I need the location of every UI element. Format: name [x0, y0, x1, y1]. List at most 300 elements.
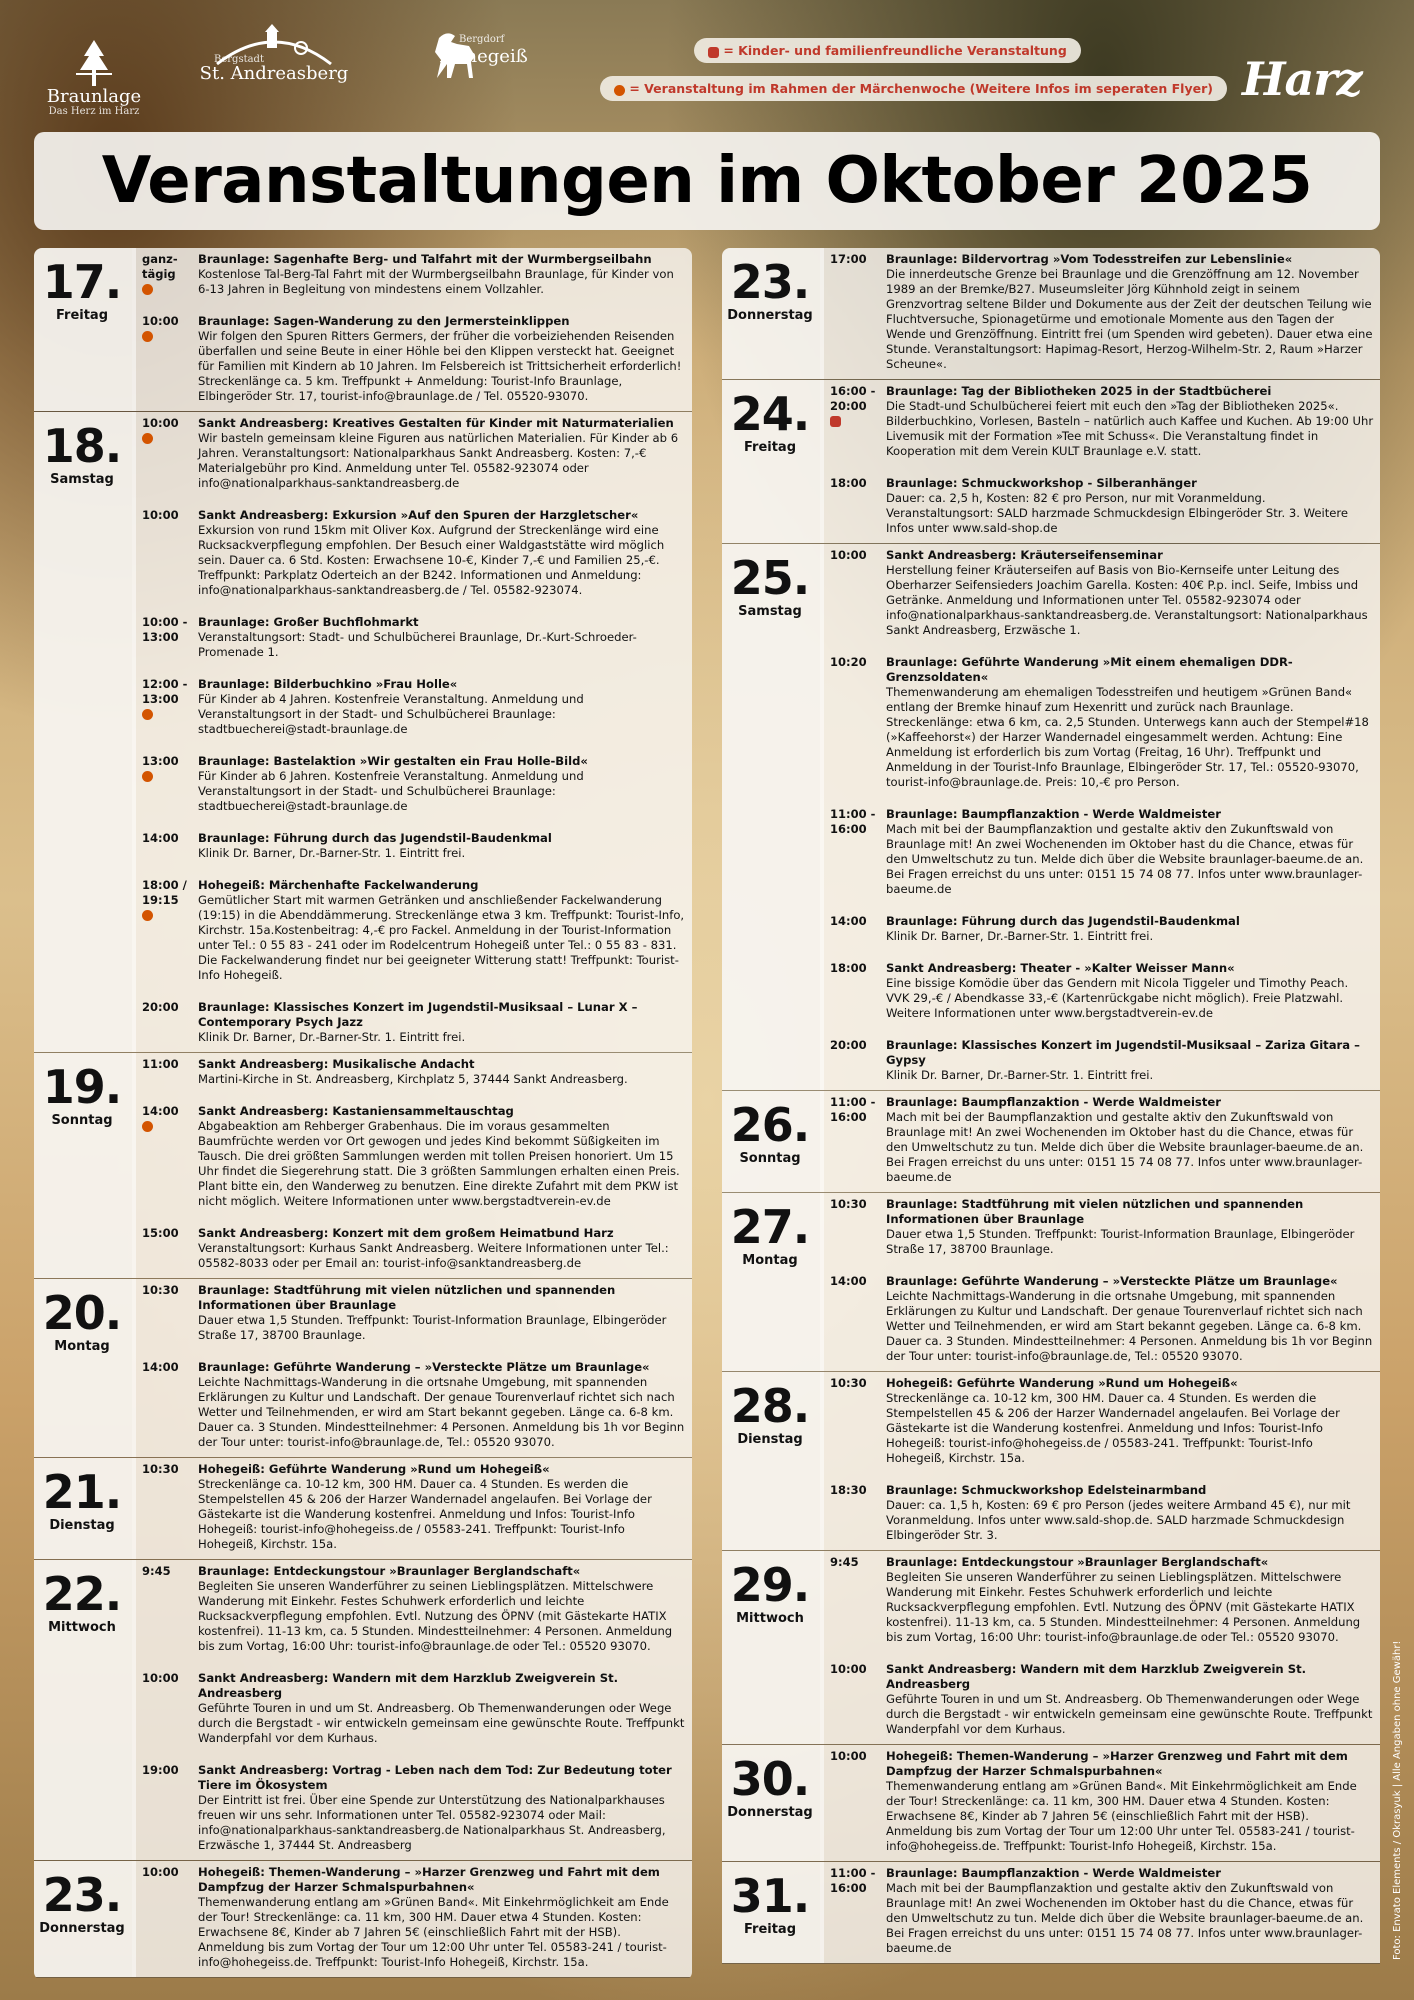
- event-list: [820, 1372, 1380, 1550]
- event-body: [198, 615, 686, 660]
- event-body: [886, 1866, 1374, 1956]
- event-title: Hohegeiß: Themen-Wanderung – »Harzer Grenzweg und Fahrt mit dem Dampfzug der Harzer Schmalspurbahnen«: [198, 1865, 660, 1894]
- event-body: [198, 416, 686, 491]
- day-cell: [34, 1053, 132, 1278]
- event-time: [824, 476, 886, 536]
- day-number: 26.: [730, 1098, 810, 1152]
- event-description: Eine bissige Komödie über das Gendern mit Nicola Tiggeler und Timothy Peach. VVK 29,-€ / Abendkasse 33,-€ (Kartenrückgabe nicht möglich). Freie Platzwahl. Weitere Informationen unter www.bergstadtverein-ev.de: [886, 976, 1349, 1020]
- harz-logo[interactable]: Harz: [1242, 52, 1362, 106]
- event-item[interactable]: [136, 1104, 692, 1209]
- event-time-text: 11:00 - 16:00: [830, 1095, 876, 1124]
- event-description: Die innerdeutsche Grenze bei Braunlage und die Grenzöffnung am 12. November 1989 an der Bremke/B27. Museumsleiter Jörg Kühnhold zeigt in seinem Grenzvortrag seltene Bilder und Dokumente aus der Zeit der deutschen Teilung wie Fluchtversuche, Spionagetürme und emotionale Momente aus den Tagen der Wende und Grenzöffnung. Eintritt frei (um Spenden wird gebeten). Dauer etwa eine Stunde. Veranstaltungsort: Hapimag-Resort, Herzog-Wilhelm-Str. 2, Raum »Harzer Scheune«.: [886, 267, 1373, 371]
- event-body: [886, 1038, 1374, 1083]
- event-title: Braunlage: Bildervortrag »Vom Todesstreifen zur Lebenslinie«: [886, 252, 1293, 266]
- event-time: [136, 1360, 198, 1450]
- event-description: Herstellung feiner Kräuterseifen auf Basis von Bio-Kernseife unter Leitung des Oberharzer Seifensieders Joachim Garella. Kosten: 40€ P.p. incl. Seife, Imbiss und Getränke. Anmeldung und Informationen unter Tel. 05582-923074 oder info@nationalparkhaus-sanktandreasberg.de. Veranstaltungsort: Nationalparkhaus Sankt Andreasberg, Erzwäsche 1.: [886, 563, 1368, 637]
- day-block: [722, 1372, 1380, 1551]
- day-cell: [34, 248, 132, 411]
- event-time: [824, 252, 886, 372]
- event-time-text: 10:00: [142, 1865, 179, 1879]
- event-description: Klinik Dr. Barner, Dr.-Barner-Str. 1. Eintritt frei.: [198, 846, 466, 860]
- event-list: [132, 1458, 692, 1559]
- event-list: [820, 1551, 1380, 1744]
- event-item[interactable]: [136, 1057, 692, 1087]
- event-time: [136, 677, 198, 737]
- event-title: Hohegeiß: Geführte Wanderung »Rund um Hohegeiß«: [886, 1376, 1238, 1390]
- event-time: [136, 252, 198, 297]
- event-body: [886, 1197, 1374, 1257]
- event-time: [136, 1057, 198, 1087]
- event-time: [824, 1749, 886, 1854]
- event-title: Braunlage: Baumpflanzaktion - Werde Waldmeister: [886, 1866, 1221, 1880]
- event-time-text: 10:20: [830, 655, 867, 669]
- event-title: Braunlage: Geführte Wanderung – »Versteckte Plätze um Braunlage«: [198, 1360, 650, 1374]
- event-title: Sankt Andreasberg: Kastaniensammeltauschtag: [198, 1104, 514, 1118]
- day-cell: [722, 1091, 820, 1192]
- event-description: Wir basteln gemeinsam kleine Figuren aus natürlichen Materialien. Für Kinder ab 6 Jahren. Veranstaltungsort: Nationalparkhaus Sankt Andreasberg. Kosten: 7,-€ Materialgebühr pro Kind. Anmeldung unter Tel. 05582-923074 oder info@nationalparkhaus-sanktandreasberg.de: [198, 431, 679, 490]
- event-description: Veranstaltungsort: Stadt- und Schulbücherei Braunlage, Dr.-Kurt-Schroeder-Promenade 1.: [198, 630, 637, 659]
- event-time-text: 14:00: [830, 914, 867, 928]
- event-title: Braunlage: Entdeckungstour »Braunlager Berglandschaft«: [198, 1564, 581, 1578]
- event-title: Sankt Andreasberg: Wandern mit dem Harzklub Zweigverein St. Andreasberg: [198, 1671, 619, 1700]
- event-body: [886, 1095, 1374, 1185]
- event-body: [198, 1000, 686, 1045]
- event-body: [886, 1749, 1374, 1854]
- event-item[interactable]: [824, 384, 1380, 459]
- day-name: Mittwoch: [48, 1620, 116, 1635]
- event-time: [136, 754, 198, 814]
- event-item[interactable]: [136, 1283, 692, 1343]
- event-time: [824, 1483, 886, 1543]
- day-number: 19.: [42, 1060, 122, 1114]
- event-item[interactable]: [824, 807, 1380, 897]
- day-block: [34, 412, 692, 1053]
- event-time: [136, 831, 198, 861]
- event-description: Abgabeaktion am Rehberger Grabenhaus. Die im voraus gesammelten Baumfrüchte werden vor Ort gewogen und jedes Kind bekommt Süßigkeiten im Tausch. Die drei größten Sammlungen werden mit tollen Preisen honoriert. Um 15 Uhr findet die Siegerehrung statt. Die 3 größten Sammlungen erhalten einen Preis. Plant bitte ein, den Wanderweg zu benutzen. Eine direkte Zufahrt mit dem PKW ist nicht möglich. Weitere Informationen unter www.bergstadtverein-ev.de: [198, 1119, 680, 1208]
- event-body: [198, 1671, 686, 1746]
- event-time: [136, 1226, 198, 1271]
- day-block: [722, 1745, 1380, 1862]
- day-cell: [722, 544, 820, 1090]
- event-item[interactable]: [824, 914, 1380, 944]
- event-item[interactable]: [136, 1763, 692, 1853]
- event-time: [824, 1095, 886, 1185]
- event-body: [886, 548, 1374, 638]
- event-list: [820, 1193, 1380, 1371]
- day-number: 28.: [730, 1379, 810, 1433]
- event-item[interactable]: [824, 1274, 1380, 1364]
- event-time: [824, 961, 886, 1021]
- event-time: [824, 807, 886, 897]
- event-item[interactable]: [824, 655, 1380, 790]
- pumpkin-icon: [142, 284, 153, 295]
- event-item[interactable]: [824, 548, 1380, 638]
- event-description: Streckenlänge ca. 10-12 km, 300 HM. Dauer ca. 4 Stunden. Es werden die Stempelstellen 45 & 206 der Harzer Wandernadel angelaufen. Bei Vorlage der Gästekarte ist die Wanderung kostenfrei. Anmeldung und Infos: Tourist-Info Hohegeiß: tourist-info@hohegeiss.de / 05583-241. Treffpunkt: Tourist-Info Hohegeiß, Kirchstr. 15a.: [886, 1391, 1340, 1465]
- event-body: [198, 1865, 686, 1970]
- event-item[interactable]: [824, 1749, 1380, 1854]
- event-item[interactable]: [136, 252, 692, 297]
- event-description: Für Kinder ab 6 Jahren. Kostenfreie Veranstaltung. Anmeldung und Veranstaltungsort in der Stadt- und Schulbücherei Braunlage: stadtbuecherei@stadt-braunlage.de: [198, 769, 584, 813]
- event-title: Braunlage: Tag der Bibliotheken 2025 in der Stadtbücherei: [886, 384, 1272, 398]
- hohegeiss-logo[interactable]: Bergdorf Hohegeiß: [395, 30, 515, 80]
- day-number: 22.: [42, 1567, 122, 1621]
- event-description: Klinik Dr. Barner, Dr.-Barner-Str. 1. Eintritt frei.: [886, 929, 1154, 943]
- event-title: Sankt Andreasberg: Theater - »Kalter Weisser Mann«: [886, 961, 1235, 975]
- event-time: [136, 314, 198, 404]
- event-list: [132, 1861, 692, 1977]
- event-item[interactable]: [824, 961, 1380, 1021]
- pumpkin-icon: [142, 1121, 153, 1132]
- event-title: Braunlage: Sagenhafte Berg- und Talfahrt mit der Wurmbergseilbahn: [198, 252, 652, 266]
- event-body: [886, 1376, 1374, 1466]
- day-number: 27.: [730, 1200, 810, 1254]
- event-title: Braunlage: Stadtführung mit vielen nützlichen und spannenden Informationen über Braunlage: [198, 1283, 616, 1312]
- event-description: Themenwanderung entlang am »Grünen Band«. Mit Einkehrmöglichkeit am Ende der Tour! Streckenlänge: ca. 11 km, 300 HM. Dauer etwa 4 Stunden. Kosten: Erwachsene 8€, Kinder ab 7 Jahren 5€ (einschließlich Fahrt mit der HSB). Anmeldung bis zum Vortag der Tour um 12:00 Uhr unter Tel. 05583-241 / tourist-info@hohegeiss.de. Treffpunkt: Tourist-Info Hohegeiß, Kirchstr. 15a.: [886, 1779, 1357, 1853]
- event-time: [136, 615, 198, 660]
- event-body: [198, 1564, 686, 1654]
- event-title: Sankt Andreasberg: Kräuterseifenseminar: [886, 548, 1163, 562]
- event-body: [886, 252, 1374, 372]
- event-body: [198, 1763, 686, 1853]
- event-time: [824, 1376, 886, 1466]
- event-list: [820, 544, 1380, 1090]
- event-time: [136, 1564, 198, 1654]
- day-name: Donnerstag: [727, 1805, 813, 1820]
- event-list: [132, 412, 692, 1052]
- day-block: [34, 1458, 692, 1560]
- day-name: Sonntag: [51, 1113, 113, 1128]
- pumpkin-icon: [142, 709, 153, 720]
- event-description: Gemütlicher Start mit warmen Getränken und anschließender Fackelwanderung (19:15) in die Abenddämmerung. Streckenlänge etwa 3 km. Treffpunkt: Tourist-Info, Kirchstr. 15a.Kostenbeitrag: 4,-€ pro Fackel. Anmeldung in der Tourist-Information unter Tel.: 0 55 83 - 241 oder im Rodelcentrum Hohegeiß unter Tel.: 0 55 83 - 831. Die Fackelwanderung findet nur bei geeigneter Witterung statt! Treffpunkt: Tourist-Info Hohegeiß.: [198, 893, 685, 982]
- event-description: Geführte Touren in und um St. Andreasberg. Ob Themenwanderungen oder Wege durch die Bergstadt - wir entwickeln gemeinsam eine gewünschte Route. Treffpunkt Wanderpfahl vor dem Kurhaus.: [198, 1701, 685, 1745]
- event-item[interactable]: [136, 1226, 692, 1271]
- event-title: Braunlage: Klassisches Konzert im Jugendstil-Musiksaal – Zariza Gitara – Gypsy: [886, 1038, 1360, 1067]
- event-time-text: 16:00 - 20:00: [830, 384, 876, 413]
- event-time-text: 20:00: [830, 1038, 867, 1052]
- day-cell: [34, 1458, 132, 1559]
- event-title: Braunlage: Geführte Wanderung »Mit einem ehemaligen DDR-Grenzsoldaten«: [886, 655, 1293, 684]
- event-time-text: 10:30: [830, 1376, 867, 1390]
- day-block: [34, 248, 692, 412]
- event-title: Braunlage: Bastelaktion »Wir gestalten ein Frau Holle-Bild«: [198, 754, 588, 768]
- event-time: [136, 1462, 198, 1552]
- event-item[interactable]: [824, 1483, 1380, 1543]
- day-block: [722, 1551, 1380, 1745]
- day-name: Donnerstag: [727, 308, 813, 323]
- day-number: 25.: [730, 551, 810, 605]
- event-body: [886, 1483, 1374, 1543]
- event-time-text: 18:00: [830, 961, 867, 975]
- day-number: 30.: [730, 1752, 810, 1806]
- event-title: Braunlage: Klassisches Konzert im Jugendstil-Musiksaal – Lunar X – Contemporary Psych Jazz: [198, 1000, 638, 1029]
- event-title: Sankt Andreasberg: Konzert mit dem großem Heimatbund Harz: [198, 1226, 614, 1240]
- event-time-text: 18:00 / 19:15: [142, 878, 187, 907]
- pumpkin-icon: [142, 433, 153, 444]
- event-time-text: 14:00: [142, 1104, 179, 1118]
- event-item[interactable]: [136, 677, 692, 737]
- event-item[interactable]: [824, 1038, 1380, 1083]
- event-description: Mach mit bei der Baumpflanzaktion und gestalte aktiv den Zukunftswald von Braunlage mit! An zwei Wochenenden im Oktober hast du die Chance, etwas für den Umweltschutz zu tun. Melde dich über die Website braunlager-baeume.de an. Bei Fragen erreichst du uns unter: 0151 15 74 08 77. Infos unter www.braunlager-baeume.de: [886, 822, 1364, 896]
- event-time: [824, 1038, 886, 1083]
- day-number: 29.: [730, 1558, 810, 1612]
- event-time-text: 10:00: [142, 416, 179, 430]
- event-time-text: 17:00: [830, 252, 867, 266]
- event-body: [886, 384, 1374, 459]
- event-description: Leichte Nachmittags-Wanderung in die ortsnahe Umgebung, mit spannenden Erklärungen zu Kultur und Landschaft. Der genaue Tourenverlauf richtet sich nach Wetter und Teilnehmenden, er wird am Start bekannt gegeben. Länge ca. 6-8 km. Dauer ca. 3 Stunden. Mindestteilnehmer: 4 Personen. Anmeldung bis 1h vor Beginn der Tour unter: tourist-info@braunlage.de, Tel.: 05520 93070.: [198, 1375, 685, 1449]
- event-body: [198, 1104, 686, 1209]
- day-block: [722, 544, 1380, 1091]
- day-number: 24.: [730, 387, 810, 441]
- event-list: [132, 1560, 692, 1860]
- event-item[interactable]: [136, 1360, 692, 1450]
- event-time-text: 11:00 - 16:00: [830, 807, 876, 836]
- event-item[interactable]: [824, 252, 1380, 372]
- event-description: Mach mit bei der Baumpflanzaktion und gestalte aktiv den Zukunftswald von Braunlage mit! An zwei Wochenenden im Oktober hast du die Chance, etwas für den Umweltschutz zu tun. Melde dich über die Website braunlager-baeume.de an. Bei Fragen erreichst du uns unter: 0151 15 74 08 77. Infos unter www.braunlager-baeume.de: [886, 1881, 1364, 1955]
- day-cell: [722, 1193, 820, 1371]
- event-time-text: 10:00: [142, 314, 179, 328]
- event-description: Dauer: ca. 1,5 h, Kosten: 69 € pro Person (jedes weitere Armband 45 €), nur mit Voranmeldung. Infos unter www.sald-shop.de. SALD harzmade Schmuckdesign Elbingeröder Str. 3.: [886, 1498, 1351, 1542]
- event-body: [886, 1274, 1374, 1364]
- event-item[interactable]: [136, 1462, 692, 1552]
- event-time-text: 18:30: [830, 1483, 867, 1497]
- event-title: Braunlage: Sagen-Wanderung zu den Jermersteinklippen: [198, 314, 570, 328]
- event-item[interactable]: [824, 1095, 1380, 1185]
- event-time-text: 11:00: [142, 1057, 179, 1071]
- event-time: [824, 548, 886, 638]
- event-time: [136, 508, 198, 598]
- day-number: 17.: [42, 255, 122, 309]
- event-time-text: 10:00: [830, 548, 867, 562]
- event-time: [824, 914, 886, 944]
- event-time-text: ganz- tägig: [142, 252, 178, 281]
- event-time-text: 19:00: [142, 1763, 179, 1777]
- day-name: Freitag: [743, 1922, 797, 1937]
- event-body: [198, 1360, 686, 1450]
- event-item[interactable]: [136, 831, 692, 861]
- day-number: 23.: [730, 255, 810, 309]
- day-name: Montag: [742, 1253, 798, 1268]
- event-description: Die Stadt-und Schulbücherei feiert mit euch den »Tag der Bibliotheken 2025«. Bilderbuchkino, Vorlesen, Basteln – natürlich auch Kaffee und Kuchen. Ab 19:00 Uhr Livemusik mit der Formation »Tee mit Schuss«. Die Veranstaltung findet in Kooperation mit dem Verein KULT Braunlage e.V. statt.: [886, 399, 1374, 458]
- pumpkin-icon: [614, 85, 625, 96]
- event-body: [198, 1226, 686, 1271]
- event-time-text: 14:00: [830, 1274, 867, 1288]
- event-description: Begleiten Sie unseren Wanderführer zu seinen Lieblingsplätzen. Mittelschwere Wanderung mit Einkehr. Festes Schuhwerk erforderlich und leichte Rucksackverpflegung empfohlen. Evtl. Nutzung des ÖPNV (mit Gästekarte HATIX kostenfrei). 11-13 km, ca. 5 Stunden. Mindestteilnehmer: 4 Personen. Anmeldung bis zum Vortag, 16:00 Uhr: tourist-info@braunlage.de oder Tel.: 05520 93070.: [886, 1570, 1361, 1644]
- photo-credit: Foto: Envato Elements / Okrasyuk | Alle Angaben ohne Gewähr!: [1392, 1640, 1403, 1960]
- event-time-text: 10:30: [142, 1462, 179, 1476]
- event-title: Hohegeiß: Märchenhafte Fackelwanderung: [198, 878, 479, 892]
- event-title: Braunlage: Baumpflanzaktion - Werde Waldmeister: [886, 1095, 1221, 1109]
- event-description: Veranstaltungsort: Kurhaus Sankt Andreasberg. Weitere Informationen unter Tel.: 05582-8033 oder per Email an: tourist-info@sanktandreasberg.de: [198, 1241, 669, 1270]
- page-title: Veranstaltungen im Oktober 2025: [101, 144, 1313, 218]
- event-description: Themenwanderung am ehemaligen Todesstreifen und heutigem »Grünen Band« entlang der Bremke hinauf zum Hexenritt und zurück nach Braunlage. Streckenlänge: etwa 6 km, ca. 2,5 Stunden. Unterwegs kann auch der Stempel#18 (»Kaffeehorst«) der Harzer Wandernadel eingesammelt werden. Achtung: Eine Anmeldung ist erforderlich bis zum Vortag (Freitag, 16 Uhr). Treffpunkt und Anmeldung in der Tourist-Info Braunlage, Elbingeröder Str. 17, Tel.: 05520-93070, tourist-info@braunlage.de. Preis: 10,-€ pro Person.: [886, 685, 1369, 789]
- day-cell: [722, 380, 820, 543]
- event-time-text: 10:00: [830, 1662, 867, 1676]
- event-description: Kostenlose Tal-Berg-Tal Fahrt mit der Wurmbergseilbahn Braunlage, für Kinder von 6-13 Jahren in Begleitung von mindestens einem Vollzahler.: [198, 267, 674, 296]
- event-description: Streckenlänge ca. 10-12 km, 300 HM. Dauer ca. 4 Stunden. Es werden die Stempelstellen 45 & 206 der Harzer Wandernadel angelaufen. Bei Vorlage der Gästekarte ist die Wanderung kostenfrei. Anmeldung und Infos: Tourist-Info Hohegeiß: tourist-info@hohegeiss.de / 05583-241. Treffpunkt: Tourist-Info Hohegeiß, Kirchstr. 15a.: [198, 1477, 652, 1551]
- event-title: Braunlage: Geführte Wanderung – »Versteckte Plätze um Braunlage«: [886, 1274, 1338, 1288]
- standreasberg-logo[interactable]: Bergstadt St. Andreasberg: [194, 24, 354, 83]
- event-title: Sankt Andreasberg: Vortrag - Leben nach dem Tod: Zur Bedeutung toter Tiere im Ökosystem: [198, 1763, 672, 1792]
- event-list: [820, 1091, 1380, 1192]
- event-description: Dauer: ca. 2,5 h, Kosten: 82 € pro Person, nur mit Voranmeldung. Veranstaltungsort: SALD harzmade Schmuckdesign Elbingeröder Str. 3. Weitere Infos unter www.sald-shop.de: [886, 491, 1349, 535]
- event-time-text: 10:30: [830, 1197, 867, 1211]
- event-time: [136, 1283, 198, 1343]
- event-body: [886, 1555, 1374, 1645]
- day-cell: [34, 1861, 132, 1977]
- tree-icon: [74, 38, 114, 88]
- event-body: [198, 314, 686, 404]
- event-title: Sankt Andreasberg: Wandern mit dem Harzklub Zweigverein St. Andreasberg: [886, 1662, 1307, 1691]
- event-body: [886, 476, 1374, 536]
- event-description: Wir folgen den Spuren Ritters Germers, der früher die vorbeiziehenden Reisenden überfallen und seine Beute in einer Höhle bei den Klippen versteckt hat. Geeignet für Familien mit Kindern ab 10 Jahren. Im Felsbereich ist Trittsicherheit erforderlich! Streckenlänge ca. 5 km. Treffpunkt + Anmeldung: Tourist-Info Braunlage, Elbingeröder Str. 17, tourist-info@braunlage.de / Tel. 05520-93070.: [198, 329, 682, 403]
- event-list: [820, 248, 1380, 379]
- day-block: [34, 1861, 692, 1978]
- title-banner: [34, 132, 1380, 230]
- event-description: Dauer etwa 1,5 Stunden. Treffpunkt: Tourist-Information Braunlage, Elbingeröder Straße 17, 38700 Braunlage.: [886, 1227, 1355, 1256]
- event-item[interactable]: [136, 615, 692, 660]
- day-name: Mittwoch: [736, 1611, 804, 1626]
- event-item[interactable]: [136, 314, 692, 404]
- event-title: Braunlage: Führung durch das Jugendstil-Baudenkmal: [886, 914, 1240, 928]
- event-item[interactable]: [824, 476, 1380, 536]
- event-time: [136, 1000, 198, 1045]
- event-list: [820, 1745, 1380, 1861]
- event-time-text: 13:00: [142, 754, 179, 768]
- day-cell: [722, 1862, 820, 1963]
- day-cell: [722, 1372, 820, 1550]
- event-body: [198, 1462, 686, 1552]
- day-cell: [722, 1551, 820, 1744]
- event-description: Leichte Nachmittags-Wanderung in die ortsnahe Umgebung, mit spannenden Erklärungen zu Kultur und Landschaft. Der genaue Tourenverlauf richtet sich nach Wetter und Teilnehmenden, er wird am Start bekannt gegeben. Länge ca. 6-8 km. Dauer ca. 3 Stunden. Mindestteilnehmer: 4 Personen. Anmeldung bis 1h vor Beginn der Tour unter: tourist-info@braunlage.de, Tel.: 05520 93070.: [886, 1289, 1373, 1363]
- event-description: Martini-Kirche in St. Andreasberg, Kirchplatz 5, 37444 Sankt Andreasberg.: [198, 1072, 628, 1086]
- event-body: [198, 677, 686, 737]
- event-item[interactable]: [136, 416, 692, 491]
- event-time-text: 12:00 - 13:00: [142, 677, 188, 706]
- event-time: [824, 1274, 886, 1364]
- event-body: [198, 1283, 686, 1343]
- day-name: Freitag: [743, 440, 797, 455]
- event-item[interactable]: [824, 1866, 1380, 1956]
- event-time: [824, 1555, 886, 1645]
- event-title: Hohegeiß: Geführte Wanderung »Rund um Hohegeiß«: [198, 1462, 550, 1476]
- event-time-text: 10:00: [830, 1749, 867, 1763]
- event-description: Geführte Touren in und um St. Andreasberg. Ob Themenwanderungen oder Wege durch die Bergstadt - wir entwickeln gemeinsam eine gewünschte Route. Treffpunkt Wanderpfahl vor dem Kurhaus.: [886, 1692, 1373, 1736]
- event-item[interactable]: [136, 1564, 692, 1654]
- header: [0, 0, 1414, 130]
- event-time: [136, 1865, 198, 1970]
- event-body: [198, 754, 686, 814]
- event-time: [824, 1662, 886, 1737]
- event-title: Braunlage: Entdeckungstour »Braunlager Berglandschaft«: [886, 1555, 1269, 1569]
- event-description: Der Eintritt ist frei. Über eine Spende zur Unterstützung des Nationalparkhauses freuen wir uns sehr. Informationen unter Tel. 05582-923074 oder Mail: info@nationalparkhaus-sanktandreasberg.de Nationalparkhaus St. Andreasberg, Erzwäsche 1, 37444 St. Andreasberg: [198, 1793, 666, 1852]
- event-description: Für Kinder ab 4 Jahren. Kostenfreie Veranstaltung. Anmeldung und Veranstaltungsort in der Stadt- und Schulbücherei Braunlage: stadtbuecherei@stadt-braunlage.de: [198, 692, 584, 736]
- event-title: Sankt Andreasberg: Exkursion »Auf den Spuren der Harzgletscher«: [198, 508, 639, 522]
- day-block: [34, 1279, 692, 1458]
- event-body: [886, 807, 1374, 897]
- event-item[interactable]: [824, 1555, 1380, 1645]
- event-description: Mach mit bei der Baumpflanzaktion und gestalte aktiv den Zukunftswald von Braunlage mit! An zwei Wochenenden im Oktober hast du die Chance, etwas für den Umweltschutz zu tun. Melde dich über die Website braunlager-baeume.de an. Bei Fragen erreichst du uns unter: 0151 15 74 08 77. Infos unter www.braunlager-baeume.de: [886, 1110, 1364, 1184]
- event-item[interactable]: [136, 754, 692, 814]
- event-description: Dauer etwa 1,5 Stunden. Treffpunkt: Tourist-Information Braunlage, Elbingeröder Straße 17, 38700 Braunlage.: [198, 1313, 667, 1342]
- event-time-text: 15:00: [142, 1226, 179, 1240]
- day-number: 18.: [42, 419, 122, 473]
- event-time-text: 10:00 - 13:00: [142, 615, 188, 644]
- event-item[interactable]: [136, 1671, 692, 1746]
- event-list: [820, 380, 1380, 543]
- day-block: [722, 248, 1380, 380]
- day-block: [722, 1091, 1380, 1193]
- day-number: 21.: [42, 1465, 122, 1519]
- right-column: [722, 248, 1380, 1980]
- event-time-text: 20:00: [142, 1000, 179, 1014]
- event-title: Braunlage: Schmuckworkshop Edelsteinarmband: [886, 1483, 1207, 1497]
- day-cell: [34, 1560, 132, 1860]
- day-block: [34, 1053, 692, 1279]
- day-block: [722, 1862, 1380, 1964]
- event-time-text: 10:00: [142, 508, 179, 522]
- event-time: [136, 1671, 198, 1746]
- family-icon: [830, 416, 841, 427]
- event-item[interactable]: [136, 508, 692, 598]
- event-body: [886, 655, 1374, 790]
- day-name: Samstag: [50, 472, 114, 487]
- event-description: Klinik Dr. Barner, Dr.-Barner-Str. 1. Eintritt frei.: [198, 1030, 466, 1044]
- event-body: [886, 1662, 1374, 1737]
- legend-fairytale: = Veranstaltung im Rahmen der Märchenwoche (Weitere Infos im seperaten Flyer): [600, 76, 1227, 101]
- event-time-text: 10:30: [142, 1283, 179, 1297]
- event-description: Begleiten Sie unseren Wanderführer zu seinen Lieblingsplätzen. Mittelschwere Wanderung mit Einkehr. Festes Schuhwerk erforderlich und leichte Rucksackverpflegung empfohlen. Evtl. Nutzung des ÖPNV (mit Gästekarte HATIX kostenfrei). 11-13 km, ca. 5 Stunden. Mindestteilnehmer: 4 Personen. Anmeldung bis zum Vortag, 16:00 Uhr: tourist-info@braunlage.de oder Tel.: 05520 93070.: [198, 1579, 673, 1653]
- day-number: 20.: [42, 1286, 122, 1340]
- event-time-text: 18:00: [830, 476, 867, 490]
- family-icon: [708, 47, 719, 58]
- event-item[interactable]: [136, 878, 692, 983]
- legend-family: = Kinder- und familienfreundliche Veranstaltung: [694, 38, 1081, 63]
- event-body: [198, 878, 686, 983]
- event-time: [136, 1104, 198, 1209]
- event-item[interactable]: [824, 1662, 1380, 1737]
- event-item[interactable]: [136, 1865, 692, 1970]
- day-name: Dienstag: [49, 1518, 115, 1533]
- day-name: Freitag: [55, 308, 109, 323]
- day-name: Montag: [54, 1339, 110, 1354]
- event-title: Hohegeiß: Themen-Wanderung – »Harzer Grenzweg und Fahrt mit dem Dampfzug der Harzer Schmalspurbahnen«: [886, 1749, 1348, 1778]
- event-title: Sankt Andreasberg: Kreatives Gestalten für Kinder mit Naturmaterialien: [198, 416, 674, 430]
- event-body: [886, 914, 1374, 944]
- pumpkin-icon: [142, 331, 153, 342]
- event-time: [824, 1866, 886, 1956]
- event-item[interactable]: [136, 1000, 692, 1045]
- event-time-text: 14:00: [142, 1360, 179, 1374]
- event-description: Themenwanderung entlang am »Grünen Band«. Mit Einkehrmöglichkeit am Ende der Tour! Streckenlänge: ca. 11 km, 300 HM. Dauer etwa 4 Stunden. Kosten: Erwachsene 8€, Kinder ab 7 Jahren 5€ (einschließlich Fahrt mit der HSB). Anmeldung bis zum Vortag der Tour um 12:00 Uhr unter Tel. 05583-241 / tourist-info@hohegeiss.de. Treffpunkt: Tourist-Info Hohegeiß, Kirchstr. 15a.: [198, 1895, 669, 1969]
- event-item[interactable]: [824, 1197, 1380, 1257]
- day-number: 31.: [730, 1869, 810, 1923]
- event-title: Braunlage: Bilderbuchkino »Frau Holle«: [198, 677, 458, 691]
- event-body: [886, 961, 1374, 1021]
- day-block: [722, 380, 1380, 544]
- event-time: [136, 1763, 198, 1853]
- event-item[interactable]: [824, 1376, 1380, 1466]
- day-name: Donnerstag: [39, 1921, 125, 1936]
- event-title: Braunlage: Großer Buchflohmarkt: [198, 615, 419, 629]
- event-time: [136, 416, 198, 491]
- event-body: [198, 831, 686, 861]
- braunlage-logo[interactable]: Braunlage Das Herz im Harz: [34, 38, 154, 117]
- event-time-text: 9:45: [830, 1555, 859, 1569]
- event-list: [132, 1053, 692, 1278]
- day-name: Dienstag: [737, 1432, 803, 1447]
- left-column: [34, 248, 692, 1980]
- event-time: [824, 384, 886, 459]
